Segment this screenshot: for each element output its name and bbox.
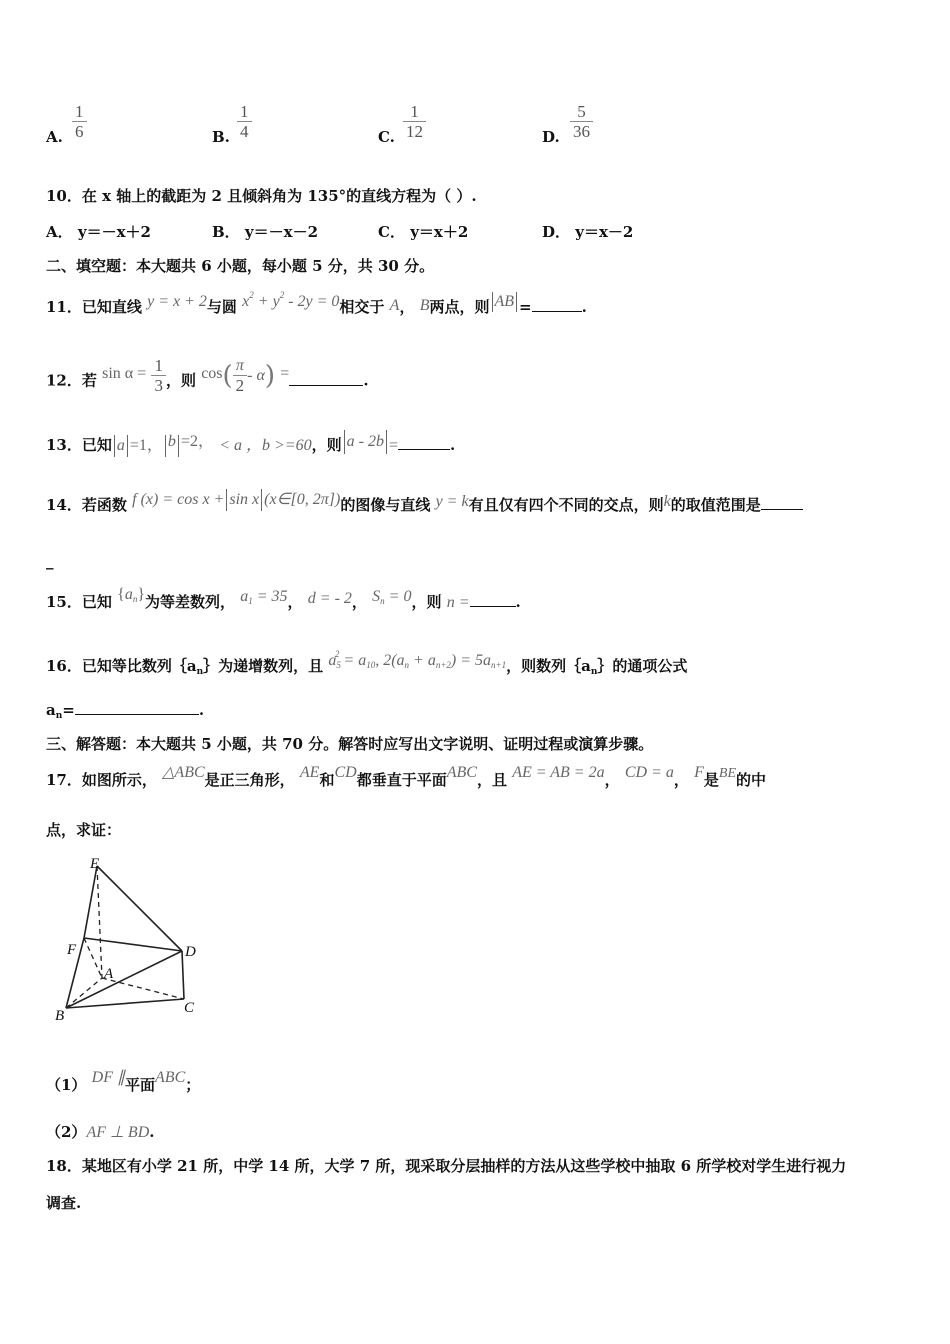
edge-DC (182, 951, 184, 999)
edge-BC (66, 999, 184, 1008)
q9-option-d-letter: D. (542, 128, 560, 146)
q9-option-a-fraction: $\frac{1}{6}$ (72, 102, 87, 141)
q12-pi-over-2: $\frac{\pi}{2}$ (233, 356, 248, 395)
edge-FA (84, 938, 102, 978)
section-2-heading: 二、填空题：本大题共 6 小题，每小题 5 分，共 30 分。 (46, 257, 435, 275)
q13: 13．已知 a =1， b =2， < a ，b >=60，则 a - 2b = . (46, 434, 455, 458)
edge-EA (97, 866, 102, 978)
q17-line2: 点，求证： (46, 821, 122, 839)
q12-fraction: $\frac{1}{3}$ (151, 356, 166, 395)
q10-option-d: D． y＝x－2 (542, 223, 634, 241)
q9-option-a-letter: A. (46, 128, 63, 146)
q10-option-b: B． y＝－x－2 (212, 223, 319, 241)
q18-line2: 调查. (46, 1194, 82, 1212)
q9-option-d-fraction: $\frac{5}{36}$ (570, 102, 593, 141)
q12: 12．若 sin α = $\frac{1}{3}$ ，则 cos( $\frac{\pi}{2}$ - α) = . (46, 356, 369, 395)
q9-option-b-letter: B. (212, 128, 230, 146)
q9-option-c-fraction: $\frac{1}{12}$ (403, 102, 426, 141)
label-C: C (184, 1000, 195, 1016)
edge-FD (84, 938, 182, 951)
q9-option-c-letter: C. (378, 128, 395, 146)
q10-option-a: A． y＝－x＋2 (46, 223, 151, 241)
edge-ED (97, 866, 182, 951)
q17-part1: （1） DF ∥平面ABC； (46, 1069, 201, 1094)
q16: 16．已知等比数列$\{a_n\}$为递增数列，且 $a_5^2 = a_{10}$, $2(a_n + a_{n+2}) = 5a_{n+1}$，则数列$\{a_n\}$的通项公式 (46, 649, 688, 677)
q16-answer-line: $a_n=$ . (46, 701, 205, 721)
q10-stem: 10．在 x 轴上的截距为 2 且倾斜角为 135°的直线方程为（ ）. (46, 187, 477, 205)
label-B: B (55, 1008, 65, 1024)
q17: 17．如图所示， △ABC是正三角形， AE和CD都垂直于平面ABC，且 AE = AB = 2a， CD = a， F是BE的中 (46, 764, 767, 789)
q18-line1: 18．某地区有小学 21 所，中学 14 所，大学 7 所，现采取分层抽样的方法从这些学校中抽取 6 所学校对学生进行视力 (46, 1157, 847, 1175)
edge-BD (66, 951, 182, 1008)
q10-option-c: C． y＝x＋2 (378, 223, 469, 241)
label-E: E (90, 856, 100, 872)
q11: 11．已知直线 y = x + 2与圆 $x^2 + y^2 - 2y = 0$相交于 A， B两点，则 AB = . (46, 290, 587, 316)
edge-EF (84, 866, 97, 938)
q15: 15．已知 $\{a_n\}$为等差数列， $a_1 = 35$， d = - 2， $S_n = 0$，则 n = . (46, 586, 521, 611)
label-F: F (67, 942, 77, 958)
q14: 14．若函数 f (x) = cos x + sin x (x∈[0, 2π])的图像与直线 y = k有且仅有四个不同的交点，则k的取值范围是 (46, 495, 803, 517)
q14-tail: _ (46, 552, 54, 570)
label-D: D (185, 944, 196, 960)
q9-option-b-fraction: $\frac{1}{4}$ (237, 102, 252, 141)
label-A: A (104, 966, 114, 982)
q11-circle-equation: $x^2 + y^2 - 2y = 0$ (242, 290, 340, 310)
q17-part2: （2）AF ⊥ BD. (46, 1123, 155, 1141)
edge-AC (102, 978, 184, 999)
section-3-heading: 三、解答题：本大题共 5 小题，共 70 分。解答时应写出文字说明、证明过程或演算步骤。 (46, 735, 654, 753)
q17-geometry-figure (50, 852, 210, 1027)
